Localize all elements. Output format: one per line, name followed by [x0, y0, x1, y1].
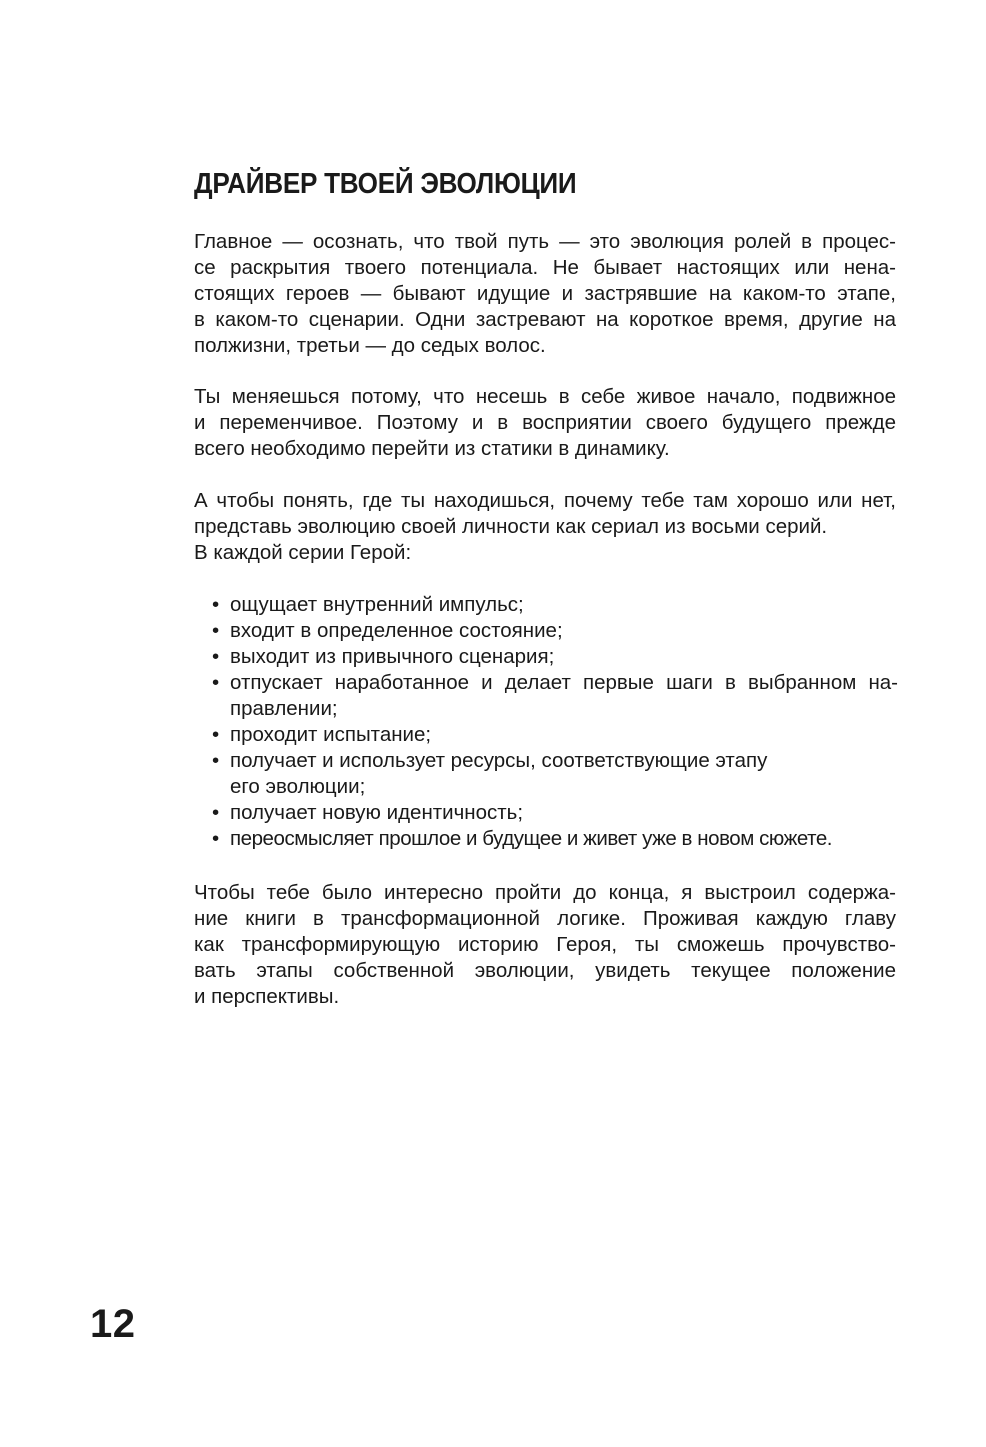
- list-item: [212, 670, 898, 722]
- hero-stages-list: [212, 592, 898, 852]
- list-item-text: правлении;: [230, 697, 338, 720]
- list-item: [212, 722, 898, 748]
- list-item: [212, 592, 898, 618]
- list-item-text: получает и использует ресурсы, соответствующие этапу: [230, 749, 768, 772]
- bullet-icon: •: [212, 645, 220, 668]
- list-item-text: проходит испытание;: [230, 723, 432, 746]
- paragraph-line: ние книги в трансформационной логике. Проживая каждую главу: [194, 907, 896, 930]
- list-item-text: выходит из привычного сценария;: [230, 645, 555, 668]
- paragraph-line: А чтобы понять, где ты находишься, почему тебе там хорошо или нет,: [194, 489, 896, 512]
- list-item: [212, 618, 898, 644]
- paragraph-line: стоящих героев — бывают идущие и застрявшие на каком-то этапе,: [194, 282, 896, 305]
- paragraph-line: Главное — осознать, что твой путь — это эволюция ролей в процес-: [194, 230, 896, 253]
- list-item: [212, 644, 898, 670]
- bullet-icon: •: [212, 723, 220, 746]
- paragraph-intro: [194, 229, 896, 359]
- list-item-text: входит в определенное состояние;: [230, 619, 563, 642]
- list-item-text: его эволюции;: [230, 775, 366, 798]
- bullet-icon: •: [212, 619, 220, 642]
- paragraph-line: в каком-то сценарии. Одни застревают на короткое время, другие на: [194, 308, 896, 331]
- paragraph-series: [194, 488, 896, 566]
- list-item: [212, 800, 898, 826]
- paragraph-line: и перспективы.: [194, 985, 340, 1008]
- list-item-text: отпускает наработанное и делает первые шаги в выбранном на-: [230, 671, 898, 694]
- list-item: [212, 826, 898, 852]
- paragraph-line: представь эволюцию своей личности как сериал из восьми серий.: [194, 515, 828, 538]
- bullet-icon: •: [212, 827, 220, 850]
- list-item-text: получает новую идентичность;: [230, 801, 524, 824]
- paragraph-line: се раскрытия твоего потенциала. Не бывает настоящих или нена-: [194, 256, 896, 279]
- bullet-icon: •: [212, 593, 220, 616]
- bullet-icon: •: [212, 749, 220, 772]
- section-heading: ДРАЙВЕР ТВОЕЙ ЭВОЛЮЦИИ: [194, 168, 577, 200]
- paragraph-line: вать этапы собственной эволюции, увидеть текущее положение: [194, 959, 896, 982]
- paragraph-line: всего необходимо перейти из статики в динамику.: [194, 437, 670, 460]
- paragraph-line: Ты меняешься потому, что несешь в себе живое начало, подвижное: [194, 385, 896, 408]
- page-number: 12: [90, 1302, 136, 1346]
- list-item: [212, 748, 898, 800]
- paragraph-line: В каждой серии Герой:: [194, 541, 412, 564]
- paragraph-book-logic: [194, 880, 896, 1010]
- bullet-icon: •: [212, 801, 220, 824]
- list-item-text: переосмысляет прошлое и будущее и живет уже в новом сюжете.: [230, 827, 833, 850]
- list-item-text: ощущает внутренний импульс;: [230, 593, 524, 616]
- paragraph-line: Чтобы тебе было интересно пройти до конца, я выстроил содержа-: [194, 881, 896, 904]
- paragraph-line: и переменчивое. Поэтому и в восприятии своего будущего прежде: [194, 411, 896, 434]
- paragraph-change: [194, 384, 896, 462]
- bullet-icon: •: [212, 671, 220, 694]
- paragraph-line: как трансформирующую историю Героя, ты сможешь прочувство-: [194, 933, 896, 956]
- paragraph-line: полжизни, третьи — до седых волос.: [194, 334, 546, 357]
